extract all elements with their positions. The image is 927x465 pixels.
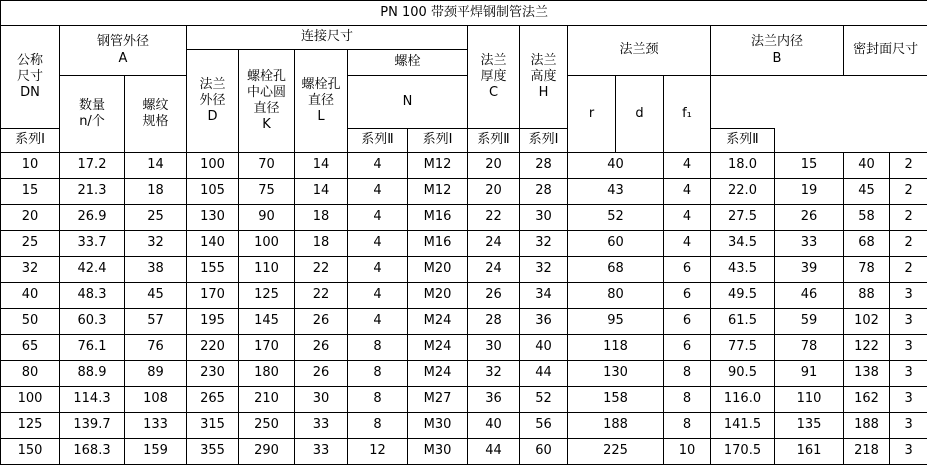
table-cell: 26 bbox=[295, 335, 348, 361]
table-cell: 90 bbox=[239, 205, 295, 231]
table-cell: 36 bbox=[520, 309, 568, 335]
table-cell: 188 bbox=[844, 413, 890, 439]
table-cell: 34.5 bbox=[711, 231, 775, 257]
table-cell: 77.5 bbox=[711, 335, 775, 361]
table-cell: 218 bbox=[844, 439, 890, 465]
table-cell: 26 bbox=[468, 283, 520, 309]
table-row bbox=[1, 335, 927, 361]
table-cell: 20 bbox=[1, 205, 60, 231]
header-height bbox=[520, 26, 568, 129]
header-thread bbox=[125, 76, 187, 153]
table-cell: M20 bbox=[408, 283, 468, 309]
table-cell: 114.3 bbox=[60, 387, 125, 413]
header-pipe-series2: 系列Ⅱ bbox=[348, 129, 408, 153]
table-cell: 162 bbox=[844, 387, 890, 413]
table-cell: 8 bbox=[348, 335, 408, 361]
table-cell: 25 bbox=[1, 231, 60, 257]
table-cell: 58 bbox=[844, 205, 890, 231]
table-cell: 4 bbox=[664, 231, 711, 257]
table-cell: 265 bbox=[187, 387, 239, 413]
table-row bbox=[1, 309, 927, 335]
table-row bbox=[1, 257, 927, 283]
table-cell: 45 bbox=[844, 179, 890, 205]
table-cell: 2 bbox=[890, 179, 927, 205]
table-cell: 76 bbox=[125, 335, 187, 361]
table-cell: 32 bbox=[1, 257, 60, 283]
table-row bbox=[1, 439, 927, 465]
table-cell: 26 bbox=[295, 361, 348, 387]
header-connection: 连接尺寸 bbox=[187, 26, 468, 50]
table-cell: M20 bbox=[408, 257, 468, 283]
table-cell: 88 bbox=[844, 283, 890, 309]
table-cell: 43 bbox=[568, 179, 664, 205]
header-inner-series1: 系列Ⅰ bbox=[520, 129, 568, 153]
table-cell: 32 bbox=[520, 231, 568, 257]
table-cell: 135 bbox=[775, 413, 844, 439]
header-dn-text: 公称 尺寸 DN bbox=[17, 53, 43, 101]
header-thickness bbox=[468, 26, 520, 129]
table-cell: 17.2 bbox=[60, 153, 125, 179]
table-cell: 43.5 bbox=[711, 257, 775, 283]
table-cell: 78 bbox=[844, 257, 890, 283]
table-cell: 4 bbox=[348, 231, 408, 257]
table-cell: 6 bbox=[664, 309, 711, 335]
table-cell: 10 bbox=[1, 153, 60, 179]
table-cell: 18.0 bbox=[711, 153, 775, 179]
table-cell: 22 bbox=[468, 205, 520, 231]
table-cell: 80 bbox=[568, 283, 664, 309]
table-cell: 122 bbox=[844, 335, 890, 361]
table-cell: 49.5 bbox=[711, 283, 775, 309]
table-cell: 3 bbox=[890, 335, 927, 361]
header-neck: 法兰颈 bbox=[568, 26, 711, 76]
table-row bbox=[1, 231, 927, 257]
table-cell: 88.9 bbox=[60, 361, 125, 387]
table-cell: 61.5 bbox=[711, 309, 775, 335]
table-cell: 4 bbox=[348, 257, 408, 283]
table-cell: 18 bbox=[125, 179, 187, 205]
table-cell: 170 bbox=[187, 283, 239, 309]
table-cell: 100 bbox=[239, 231, 295, 257]
table-cell: 33.7 bbox=[60, 231, 125, 257]
table-cell: M12 bbox=[408, 153, 468, 179]
table-cell: 28 bbox=[520, 153, 568, 179]
table-cell: 70 bbox=[239, 153, 295, 179]
table-cell: 4 bbox=[348, 283, 408, 309]
table-cell: 315 bbox=[187, 413, 239, 439]
header-bolt-circle bbox=[239, 50, 295, 153]
header-neck-n-series2: 系列Ⅱ bbox=[468, 129, 520, 153]
table-cell: 33 bbox=[295, 439, 348, 465]
table-cell: 48.3 bbox=[60, 283, 125, 309]
table-cell: 158 bbox=[568, 387, 664, 413]
table-cell: 60.3 bbox=[60, 309, 125, 335]
table-cell: M30 bbox=[408, 439, 468, 465]
table-cell: 42.4 bbox=[60, 257, 125, 283]
table-cell: 44 bbox=[468, 439, 520, 465]
header-seal: 密封面尺寸 bbox=[844, 26, 927, 76]
table-cell: 133 bbox=[125, 413, 187, 439]
table-cell: 26 bbox=[295, 309, 348, 335]
table-cell: 188 bbox=[568, 413, 664, 439]
table-cell: 36 bbox=[468, 387, 520, 413]
header-flange-od bbox=[187, 50, 239, 153]
table-cell: 46 bbox=[775, 283, 844, 309]
header-pipe-od-text: 钢管外径 A bbox=[97, 34, 149, 65]
table-cell: 195 bbox=[187, 309, 239, 335]
table-cell: 170.5 bbox=[711, 439, 775, 465]
table-cell: 210 bbox=[239, 387, 295, 413]
table-cell: 168.3 bbox=[60, 439, 125, 465]
table-cell: M24 bbox=[408, 335, 468, 361]
table-row bbox=[1, 283, 927, 309]
table-cell: 30 bbox=[520, 205, 568, 231]
table-body bbox=[1, 153, 927, 465]
table-cell: 12 bbox=[348, 439, 408, 465]
header-flange-od-text: 法兰 外径 D bbox=[199, 77, 225, 125]
table-row bbox=[1, 153, 927, 179]
table-cell: 78 bbox=[775, 335, 844, 361]
table-cell: 40 bbox=[568, 153, 664, 179]
table-cell: 116.0 bbox=[711, 387, 775, 413]
header-neck-n-series1: 系列Ⅰ bbox=[408, 129, 468, 153]
header-dn bbox=[1, 26, 60, 129]
table-cell: 21.3 bbox=[60, 179, 125, 205]
table-cell: 68 bbox=[568, 257, 664, 283]
table-cell: 40 bbox=[844, 153, 890, 179]
table-cell: 24 bbox=[468, 231, 520, 257]
table-title: PN 100 带颈平焊钢制管法兰 bbox=[1, 1, 927, 26]
table-cell: 39 bbox=[775, 257, 844, 283]
table-cell: 15 bbox=[775, 153, 844, 179]
table-cell: 161 bbox=[775, 439, 844, 465]
table-cell: 180 bbox=[239, 361, 295, 387]
table-cell: 141.5 bbox=[711, 413, 775, 439]
header-seal-d: d bbox=[616, 76, 664, 153]
table-cell: 15 bbox=[1, 179, 60, 205]
table-cell: 14 bbox=[295, 153, 348, 179]
table-cell: 110 bbox=[239, 257, 295, 283]
table-cell: 6 bbox=[664, 257, 711, 283]
table-cell: 26.9 bbox=[60, 205, 125, 231]
table-cell: 32 bbox=[125, 231, 187, 257]
table-cell: 3 bbox=[890, 413, 927, 439]
table-cell: 220 bbox=[187, 335, 239, 361]
table-cell: 59 bbox=[775, 309, 844, 335]
table-cell: 4 bbox=[664, 205, 711, 231]
table-cell: 91 bbox=[775, 361, 844, 387]
table-cell: 22 bbox=[295, 257, 348, 283]
header-bolt-hole-text: 螺栓孔 直径 L bbox=[301, 77, 340, 125]
table-cell: 22.0 bbox=[711, 179, 775, 205]
header-bolt-count-text: 数量 n/个 bbox=[79, 98, 105, 129]
table-cell: 8 bbox=[664, 413, 711, 439]
table-cell: 8 bbox=[348, 387, 408, 413]
header-inner-dia-text: 法兰内径 B bbox=[751, 34, 803, 65]
table-cell: 3 bbox=[890, 361, 927, 387]
table-cell: 110 bbox=[775, 387, 844, 413]
table-cell: 30 bbox=[468, 335, 520, 361]
table-cell: 108 bbox=[125, 387, 187, 413]
table-cell: M12 bbox=[408, 179, 468, 205]
header-bolt-hole bbox=[295, 50, 348, 153]
table-cell: 89 bbox=[125, 361, 187, 387]
table-row bbox=[1, 413, 927, 439]
table-cell: 8 bbox=[348, 413, 408, 439]
table-cell: M30 bbox=[408, 413, 468, 439]
table-cell: 100 bbox=[187, 153, 239, 179]
table-row bbox=[1, 361, 927, 387]
table-cell: 2 bbox=[890, 257, 927, 283]
table-cell: 32 bbox=[520, 257, 568, 283]
table-cell: 4 bbox=[664, 179, 711, 205]
header-neck-r: r bbox=[568, 76, 616, 153]
table-cell: 130 bbox=[568, 361, 664, 387]
table-cell: 2 bbox=[890, 153, 927, 179]
table-cell: 20 bbox=[468, 153, 520, 179]
table-cell: 32 bbox=[468, 361, 520, 387]
header-bolt: 螺栓 bbox=[348, 50, 468, 76]
header-bolt-count bbox=[60, 76, 125, 153]
header-inner-dia bbox=[711, 26, 844, 76]
table-cell: 14 bbox=[125, 153, 187, 179]
table-cell: 225 bbox=[568, 439, 664, 465]
table-cell: 45 bbox=[125, 283, 187, 309]
table-cell: 3 bbox=[890, 309, 927, 335]
table-cell: 170 bbox=[239, 335, 295, 361]
header-thickness-text: 法兰 厚度 C bbox=[480, 53, 506, 101]
table-cell: 355 bbox=[187, 439, 239, 465]
table-cell: 14 bbox=[295, 179, 348, 205]
table-cell: 95 bbox=[568, 309, 664, 335]
table-cell: 50 bbox=[1, 309, 60, 335]
table-row bbox=[1, 387, 927, 413]
table-cell: 30 bbox=[295, 387, 348, 413]
header-inner-series2: 系列Ⅱ bbox=[711, 129, 775, 153]
table-cell: 3 bbox=[890, 283, 927, 309]
table-row bbox=[1, 205, 927, 231]
table-cell: 40 bbox=[468, 413, 520, 439]
table-cell: M24 bbox=[408, 361, 468, 387]
table-cell: 38 bbox=[125, 257, 187, 283]
table-cell: 8 bbox=[348, 361, 408, 387]
table-cell: 150 bbox=[1, 439, 60, 465]
table-cell: 60 bbox=[568, 231, 664, 257]
table-cell: 100 bbox=[1, 387, 60, 413]
table-cell: 2 bbox=[890, 205, 927, 231]
header-bolt-circle-text: 螺栓孔 中心圆 直径 K bbox=[247, 69, 286, 133]
table-cell: 80 bbox=[1, 361, 60, 387]
table-cell: 18 bbox=[295, 205, 348, 231]
table-cell: 68 bbox=[844, 231, 890, 257]
table-cell: 57 bbox=[125, 309, 187, 335]
table-cell: 118 bbox=[568, 335, 664, 361]
table-cell: 4 bbox=[664, 153, 711, 179]
table-cell: 24 bbox=[468, 257, 520, 283]
table-cell: 20 bbox=[468, 179, 520, 205]
table-cell: 28 bbox=[468, 309, 520, 335]
table-cell: 155 bbox=[187, 257, 239, 283]
table-cell: 2 bbox=[890, 231, 927, 257]
table-cell: 125 bbox=[239, 283, 295, 309]
table-cell: 56 bbox=[520, 413, 568, 439]
table-cell: 28 bbox=[520, 179, 568, 205]
table-cell: 4 bbox=[348, 205, 408, 231]
table-cell: 8 bbox=[664, 387, 711, 413]
table-cell: 3 bbox=[890, 439, 927, 465]
table-cell: 65 bbox=[1, 335, 60, 361]
table-cell: 25 bbox=[125, 205, 187, 231]
table-cell: 26 bbox=[775, 205, 844, 231]
table-cell: 159 bbox=[125, 439, 187, 465]
header-seal-f1: f₁ bbox=[664, 76, 711, 153]
table-cell: 27.5 bbox=[711, 205, 775, 231]
table-cell: M16 bbox=[408, 205, 468, 231]
table-cell: M27 bbox=[408, 387, 468, 413]
table-cell: 75 bbox=[239, 179, 295, 205]
table-cell: 6 bbox=[664, 283, 711, 309]
table-cell: 52 bbox=[520, 387, 568, 413]
header-height-text: 法兰 高度 H bbox=[530, 53, 556, 101]
table-cell: 8 bbox=[664, 361, 711, 387]
table-cell: 60 bbox=[520, 439, 568, 465]
table-cell: 4 bbox=[348, 309, 408, 335]
table-cell: 105 bbox=[187, 179, 239, 205]
table-cell: 22 bbox=[295, 283, 348, 309]
table-cell: 18 bbox=[295, 231, 348, 257]
table-cell: 230 bbox=[187, 361, 239, 387]
table-cell: 3 bbox=[890, 387, 927, 413]
header-thread-text: 螺纹 规格 bbox=[142, 98, 168, 129]
table-cell: 139.7 bbox=[60, 413, 125, 439]
table-cell: 40 bbox=[520, 335, 568, 361]
table-cell: 52 bbox=[568, 205, 664, 231]
table-cell: 4 bbox=[348, 179, 408, 205]
table-row bbox=[1, 179, 927, 205]
table-cell: 138 bbox=[844, 361, 890, 387]
table-cell: 4 bbox=[348, 153, 408, 179]
table-cell: M16 bbox=[408, 231, 468, 257]
table-cell: 102 bbox=[844, 309, 890, 335]
table-cell: 250 bbox=[239, 413, 295, 439]
header-neck-n: N bbox=[348, 76, 468, 129]
table-cell: 90.5 bbox=[711, 361, 775, 387]
table-cell: 34 bbox=[520, 283, 568, 309]
table-cell: M24 bbox=[408, 309, 468, 335]
table-cell: 130 bbox=[187, 205, 239, 231]
table-cell: 10 bbox=[664, 439, 711, 465]
table-cell: 290 bbox=[239, 439, 295, 465]
table-cell: 19 bbox=[775, 179, 844, 205]
table-cell: 6 bbox=[664, 335, 711, 361]
table-cell: 44 bbox=[520, 361, 568, 387]
header-pipe-od bbox=[60, 26, 187, 76]
table-cell: 40 bbox=[1, 283, 60, 309]
table-cell: 145 bbox=[239, 309, 295, 335]
table-cell: 76.1 bbox=[60, 335, 125, 361]
table-cell: 140 bbox=[187, 231, 239, 257]
table-cell: 33 bbox=[295, 413, 348, 439]
table-cell: 125 bbox=[1, 413, 60, 439]
header-pipe-series1: 系列Ⅰ bbox=[1, 129, 60, 153]
table-cell: 33 bbox=[775, 231, 844, 257]
